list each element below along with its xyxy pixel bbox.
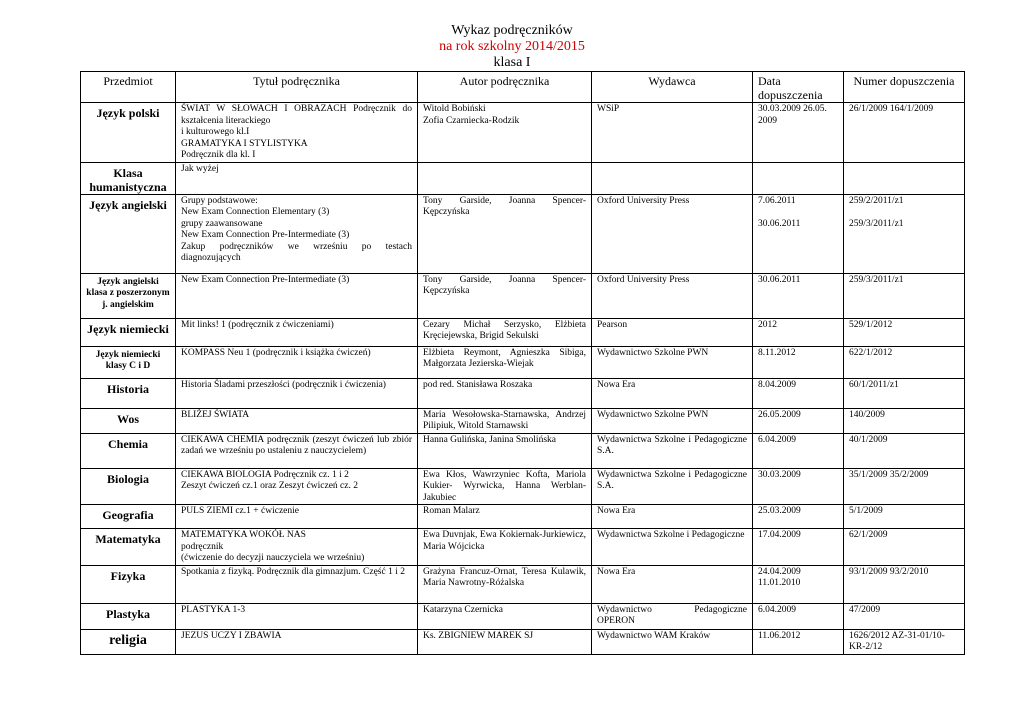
publisher-line: Wydawnictwo Pedagogiczne OPERON bbox=[597, 604, 747, 626]
title-line: podręcznik bbox=[181, 541, 224, 552]
title-line: Spotkania z fizyką. Podręcznik dla gimnazjum. Część 1 i 2 bbox=[181, 566, 405, 577]
publisher-cell bbox=[592, 505, 753, 529]
publisher-cell bbox=[592, 408, 753, 433]
date-cell bbox=[753, 273, 844, 318]
number-line: 259/3/2011/z1 bbox=[849, 218, 904, 229]
table-row bbox=[81, 346, 965, 378]
title-line: Zakup podręczników we wrześniu po testach diagnozujących bbox=[181, 241, 412, 263]
publisher-line: Pearson bbox=[597, 319, 628, 330]
title-line: Grupy podstawowe: bbox=[181, 195, 258, 206]
number-cell bbox=[844, 318, 965, 346]
publisher-cell bbox=[592, 529, 753, 566]
title-line: CIEKAWA BIOLOGIA Podręcznik cz. 1 i 2 bbox=[181, 469, 349, 480]
title-line: Zeszyt ćwiczeń cz.1 oraz Zeszyt ćwiczeń cz. 2 bbox=[181, 481, 358, 491]
document-title: Wykaz podręczników bbox=[451, 23, 573, 38]
table-row bbox=[81, 194, 965, 273]
author-line: Ewa Kłos, Wawrzyniec Kofta, Mariola Kukier- Wyrwicka, Hanna Werblan-Jakubiec bbox=[423, 469, 586, 503]
publisher-line: Wydawnictwa Szkolne i Pedagogiczne bbox=[597, 530, 745, 540]
subject-cell: Język niemiecki bbox=[81, 318, 176, 346]
author-cell bbox=[418, 468, 592, 505]
textbook-table bbox=[80, 71, 965, 655]
author-line: Hanna Gulińska, Janina Smolińska bbox=[423, 434, 556, 445]
date-cell bbox=[753, 346, 844, 378]
date-line: 7.06.2011 bbox=[758, 195, 796, 206]
number-cell bbox=[844, 103, 965, 163]
title-line: MATEMATYKA WOKÓŁ NAS bbox=[181, 530, 306, 540]
date-line: 30.06.2011 bbox=[758, 274, 801, 285]
author-cell bbox=[418, 629, 592, 654]
number-cell bbox=[844, 433, 965, 468]
number-line: 93/1/2009 93/2/2010 bbox=[849, 566, 929, 577]
title-cell bbox=[176, 346, 418, 378]
author-line: Grażyna Francuz-Ornat, Teresa Kulawik, Maria Nawrotny-Różalska bbox=[423, 566, 586, 588]
author-line: Ks. ZBIGNIEW MAREK SJ bbox=[423, 630, 534, 641]
title-line: Historia Śladami przeszłości (podręcznik i ćwiczenia) bbox=[181, 379, 386, 390]
table-row bbox=[81, 505, 965, 529]
number-cell bbox=[844, 378, 965, 408]
author-line: Ewa Duvnjak, Ewa Kokiernak-Jurkiewicz, Maria Wójcicka bbox=[423, 530, 586, 552]
number-line: 1626/2012 AZ-31-01/10-KR-2/12 bbox=[849, 630, 945, 652]
title-line: JEZUS UCZY I ZBAWIA bbox=[181, 630, 282, 641]
column-header-subject: Przedmiot bbox=[81, 72, 176, 103]
title-line: GRAMATYKA I STYLISTYKA bbox=[181, 138, 308, 149]
title-cell bbox=[176, 408, 418, 433]
table-row bbox=[81, 603, 965, 629]
author-line: Tony Garside, Joanna Spencer-Kępczyńska bbox=[423, 195, 586, 217]
number-line: 47/2009 bbox=[849, 604, 881, 615]
publisher-cell bbox=[592, 433, 753, 468]
column-header-author: Autor podręcznika bbox=[418, 72, 592, 103]
class-label: klasa I bbox=[493, 55, 531, 70]
number-line: 529/1/2012 bbox=[849, 319, 893, 330]
title-line: Mit links! 1 (podręcznik z ćwiczeniami) bbox=[181, 319, 334, 330]
publisher-line: Oxford University Press bbox=[597, 195, 690, 206]
number-line: 259/2/2011/z1 bbox=[849, 195, 904, 206]
number-cell bbox=[844, 629, 965, 654]
title-cell bbox=[176, 318, 418, 346]
number-line bbox=[849, 207, 959, 219]
title-cell bbox=[176, 565, 418, 603]
title-cell bbox=[176, 162, 418, 194]
publisher-cell bbox=[592, 346, 753, 378]
number-cell bbox=[844, 408, 965, 433]
table-body bbox=[81, 103, 965, 655]
title-line: KOMPASS Neu 1 (podręcznik i książka ćwiczeń) bbox=[181, 347, 371, 358]
author-cell bbox=[418, 194, 592, 273]
date-cell bbox=[753, 603, 844, 629]
subject-cell: Plastyka bbox=[81, 603, 176, 629]
author-cell bbox=[418, 378, 592, 408]
date-line: 11.06.2012 bbox=[758, 630, 801, 641]
date-cell bbox=[753, 194, 844, 273]
title-cell bbox=[176, 273, 418, 318]
subject-cell: Wos bbox=[81, 408, 176, 433]
table-row bbox=[81, 162, 965, 194]
number-line: 259/3/2011/z1 bbox=[849, 274, 904, 285]
publisher-cell bbox=[592, 318, 753, 346]
table-row bbox=[81, 529, 965, 566]
date-line: 30.03.2009 26.05. 2009 bbox=[758, 104, 827, 126]
author-line: Elżbieta Reymont, Agnieszka Sibiga, Małgorzata Jezierska-Wiejak bbox=[423, 347, 586, 369]
date-line bbox=[758, 207, 838, 219]
column-header-publisher: Wydawca bbox=[592, 72, 753, 103]
publisher-cell bbox=[592, 162, 753, 194]
school-year-subtitle: na rok szkolny 2014/2015 bbox=[439, 39, 585, 54]
subject-cell: Język niemiecki klasy C i D bbox=[81, 346, 176, 378]
author-cell bbox=[418, 529, 592, 566]
date-line: 8.04.2009 bbox=[758, 379, 796, 390]
author-line: Tony Garside, Joanna Spencer-Kępczyńska bbox=[423, 274, 586, 296]
title-line: ŚWIAT W SŁOWACH I OBRAZACH Podręcznik do kształcenia literackiego bbox=[181, 104, 412, 126]
title-cell bbox=[176, 603, 418, 629]
table-row bbox=[81, 629, 965, 654]
date-line: 6.04.2009 bbox=[758, 604, 796, 615]
date-line: 25.03.2009 bbox=[758, 506, 801, 516]
author-line: Maria Wesołowska-Starnawska, Andrzej Pilipiuk, Witold Starnawski bbox=[423, 409, 586, 431]
date-cell bbox=[753, 529, 844, 566]
author-line: Witold Bobiński bbox=[423, 104, 486, 114]
author-line: Roman Malarz bbox=[423, 506, 480, 516]
number-cell bbox=[844, 162, 965, 194]
author-cell bbox=[418, 603, 592, 629]
table-row bbox=[81, 565, 965, 603]
author-cell bbox=[418, 318, 592, 346]
publisher-cell bbox=[592, 629, 753, 654]
title-cell bbox=[176, 378, 418, 408]
publisher-line: Nowa Era bbox=[597, 379, 636, 390]
date-line: 11.01.2010 bbox=[758, 578, 801, 588]
publisher-line: WSiP bbox=[597, 104, 620, 114]
publisher-cell bbox=[592, 468, 753, 505]
number-cell bbox=[844, 603, 965, 629]
number-line: 62/1/2009 bbox=[849, 530, 888, 540]
publisher-line: Wydawnictwo WAM Kraków bbox=[597, 630, 711, 641]
date-cell bbox=[753, 378, 844, 408]
title-cell bbox=[176, 529, 418, 566]
author-line: Cezary Michał Serzysko, Elżbieta Kręciejewska, Brigid Sekulski bbox=[423, 319, 586, 341]
column-header-number: Numer dopuszczenia bbox=[844, 72, 965, 103]
author-cell bbox=[418, 408, 592, 433]
publisher-line: Wydawnictwa Szkolne i Pedagogiczne S.A. bbox=[597, 469, 747, 491]
date-cell bbox=[753, 433, 844, 468]
number-cell bbox=[844, 529, 965, 566]
date-line: 6.04.2009 bbox=[758, 434, 796, 445]
publisher-cell bbox=[592, 273, 753, 318]
subject-cell: Język angielski klasa z poszerzonym j. angielskim bbox=[81, 273, 176, 318]
title-cell bbox=[176, 629, 418, 654]
number-line: 60/1/2011/z1 bbox=[849, 379, 899, 390]
subject-cell: Klasa humanistyczna bbox=[81, 162, 176, 194]
date-line: 30.03.2009 bbox=[758, 469, 801, 480]
subject-cell: Język polski bbox=[81, 103, 176, 163]
number-cell bbox=[844, 194, 965, 273]
author-cell bbox=[418, 565, 592, 603]
subject-cell: Chemia bbox=[81, 433, 176, 468]
title-line: New Exam Connection Pre-Intermediate (3) bbox=[181, 230, 350, 240]
author-cell bbox=[418, 103, 592, 163]
title-cell bbox=[176, 194, 418, 273]
date-line: 30.06.2011 bbox=[758, 218, 801, 229]
publisher-line: Wydawnictwo Szkolne PWN bbox=[597, 409, 709, 420]
publisher-cell bbox=[592, 603, 753, 629]
title-line: PLASTYKA 1-3 bbox=[181, 604, 246, 615]
author-line: pod red. Stanisława Roszaka bbox=[423, 379, 533, 390]
table-row bbox=[81, 378, 965, 408]
table-header-row bbox=[81, 72, 965, 103]
subject-cell: Fizyka bbox=[81, 565, 176, 603]
title-line: PULS ZIEMI cz.1 + ćwiczenie bbox=[181, 506, 299, 516]
date-cell bbox=[753, 505, 844, 529]
date-cell bbox=[753, 629, 844, 654]
title-cell bbox=[176, 103, 418, 163]
date-cell bbox=[753, 318, 844, 346]
date-cell bbox=[753, 103, 844, 163]
title-line: i kulturowego kl.I bbox=[181, 127, 250, 137]
title-cell bbox=[176, 468, 418, 505]
author-cell bbox=[418, 273, 592, 318]
number-cell bbox=[844, 273, 965, 318]
number-line: 5/1/2009 bbox=[849, 506, 883, 516]
title-line: Jak wyżej bbox=[181, 163, 219, 174]
number-cell bbox=[844, 346, 965, 378]
table-row bbox=[81, 273, 965, 318]
title-line: (ćwiczenie do decyzji nauczyciela we wrześniu) bbox=[181, 553, 365, 563]
publisher-cell bbox=[592, 565, 753, 603]
publisher-line: Nowa Era bbox=[597, 566, 636, 577]
title-line: New Exam Connection Elementary (3) bbox=[181, 207, 330, 217]
author-line: Zofia Czarniecka-Rodzik bbox=[423, 115, 520, 126]
title-cell bbox=[176, 433, 418, 468]
date-cell bbox=[753, 468, 844, 505]
table-row bbox=[81, 318, 965, 346]
number-cell bbox=[844, 468, 965, 505]
date-line: 2012 bbox=[758, 319, 777, 330]
publisher-line: Wydawnictwa Szkolne i Pedagogiczne S.A. bbox=[597, 434, 747, 456]
title-line: CIEKAWA CHEMIA podręcznik (zeszyt ćwiczeń lub zbiór zadań we wrześniu po ustaleniu z nauczycielem) bbox=[181, 434, 412, 456]
column-header-date: Data dopuszczenia bbox=[753, 72, 844, 103]
date-cell bbox=[753, 408, 844, 433]
author-cell bbox=[418, 162, 592, 194]
number-line: 40/1/2009 bbox=[849, 434, 888, 445]
subject-cell: religia bbox=[81, 629, 176, 654]
author-cell bbox=[418, 505, 592, 529]
table-row bbox=[81, 408, 965, 433]
publisher-cell bbox=[592, 194, 753, 273]
subject-cell: Geografia bbox=[81, 505, 176, 529]
title-line: Podręcznik dla kl. I bbox=[181, 150, 256, 160]
number-line: 26/1/2009 164/1/2009 bbox=[849, 104, 934, 114]
table-row bbox=[81, 433, 965, 468]
publisher-line: Oxford University Press bbox=[597, 274, 690, 285]
date-line: 8.11.2012 bbox=[758, 347, 796, 358]
author-line: Katarzyna Czernicka bbox=[423, 604, 503, 615]
title-line: BLIŻEJ ŚWIATA bbox=[181, 409, 250, 420]
publisher-cell bbox=[592, 103, 753, 163]
number-line: 140/2009 bbox=[849, 409, 885, 420]
publisher-line: Nowa Era bbox=[597, 506, 636, 516]
date-cell bbox=[753, 162, 844, 194]
number-line: 622/1/2012 bbox=[849, 347, 893, 358]
title-cell bbox=[176, 505, 418, 529]
title-line: New Exam Connection Pre-Intermediate (3) bbox=[181, 274, 350, 285]
table-row bbox=[81, 468, 965, 505]
author-cell bbox=[418, 346, 592, 378]
number-cell bbox=[844, 505, 965, 529]
table-row bbox=[81, 103, 965, 163]
publisher-line: Wydawnictwo Szkolne PWN bbox=[597, 347, 709, 358]
date-line: 26.05.2009 bbox=[758, 409, 801, 420]
subject-cell: Historia bbox=[81, 378, 176, 408]
publisher-cell bbox=[592, 378, 753, 408]
date-line: 17.04.2009 bbox=[758, 530, 801, 540]
date-line: 24.04.2009 bbox=[758, 566, 801, 577]
number-line: 35/1/2009 35/2/2009 bbox=[849, 469, 929, 480]
title-line: grupy zaawansowane bbox=[181, 218, 263, 229]
column-header-title: Tytuł podręcznika bbox=[176, 72, 418, 103]
author-cell bbox=[418, 433, 592, 468]
date-cell bbox=[753, 565, 844, 603]
subject-cell: Matematyka bbox=[81, 529, 176, 566]
number-cell bbox=[844, 565, 965, 603]
subject-cell: Język angielski bbox=[81, 194, 176, 273]
subject-cell: Biologia bbox=[81, 468, 176, 505]
